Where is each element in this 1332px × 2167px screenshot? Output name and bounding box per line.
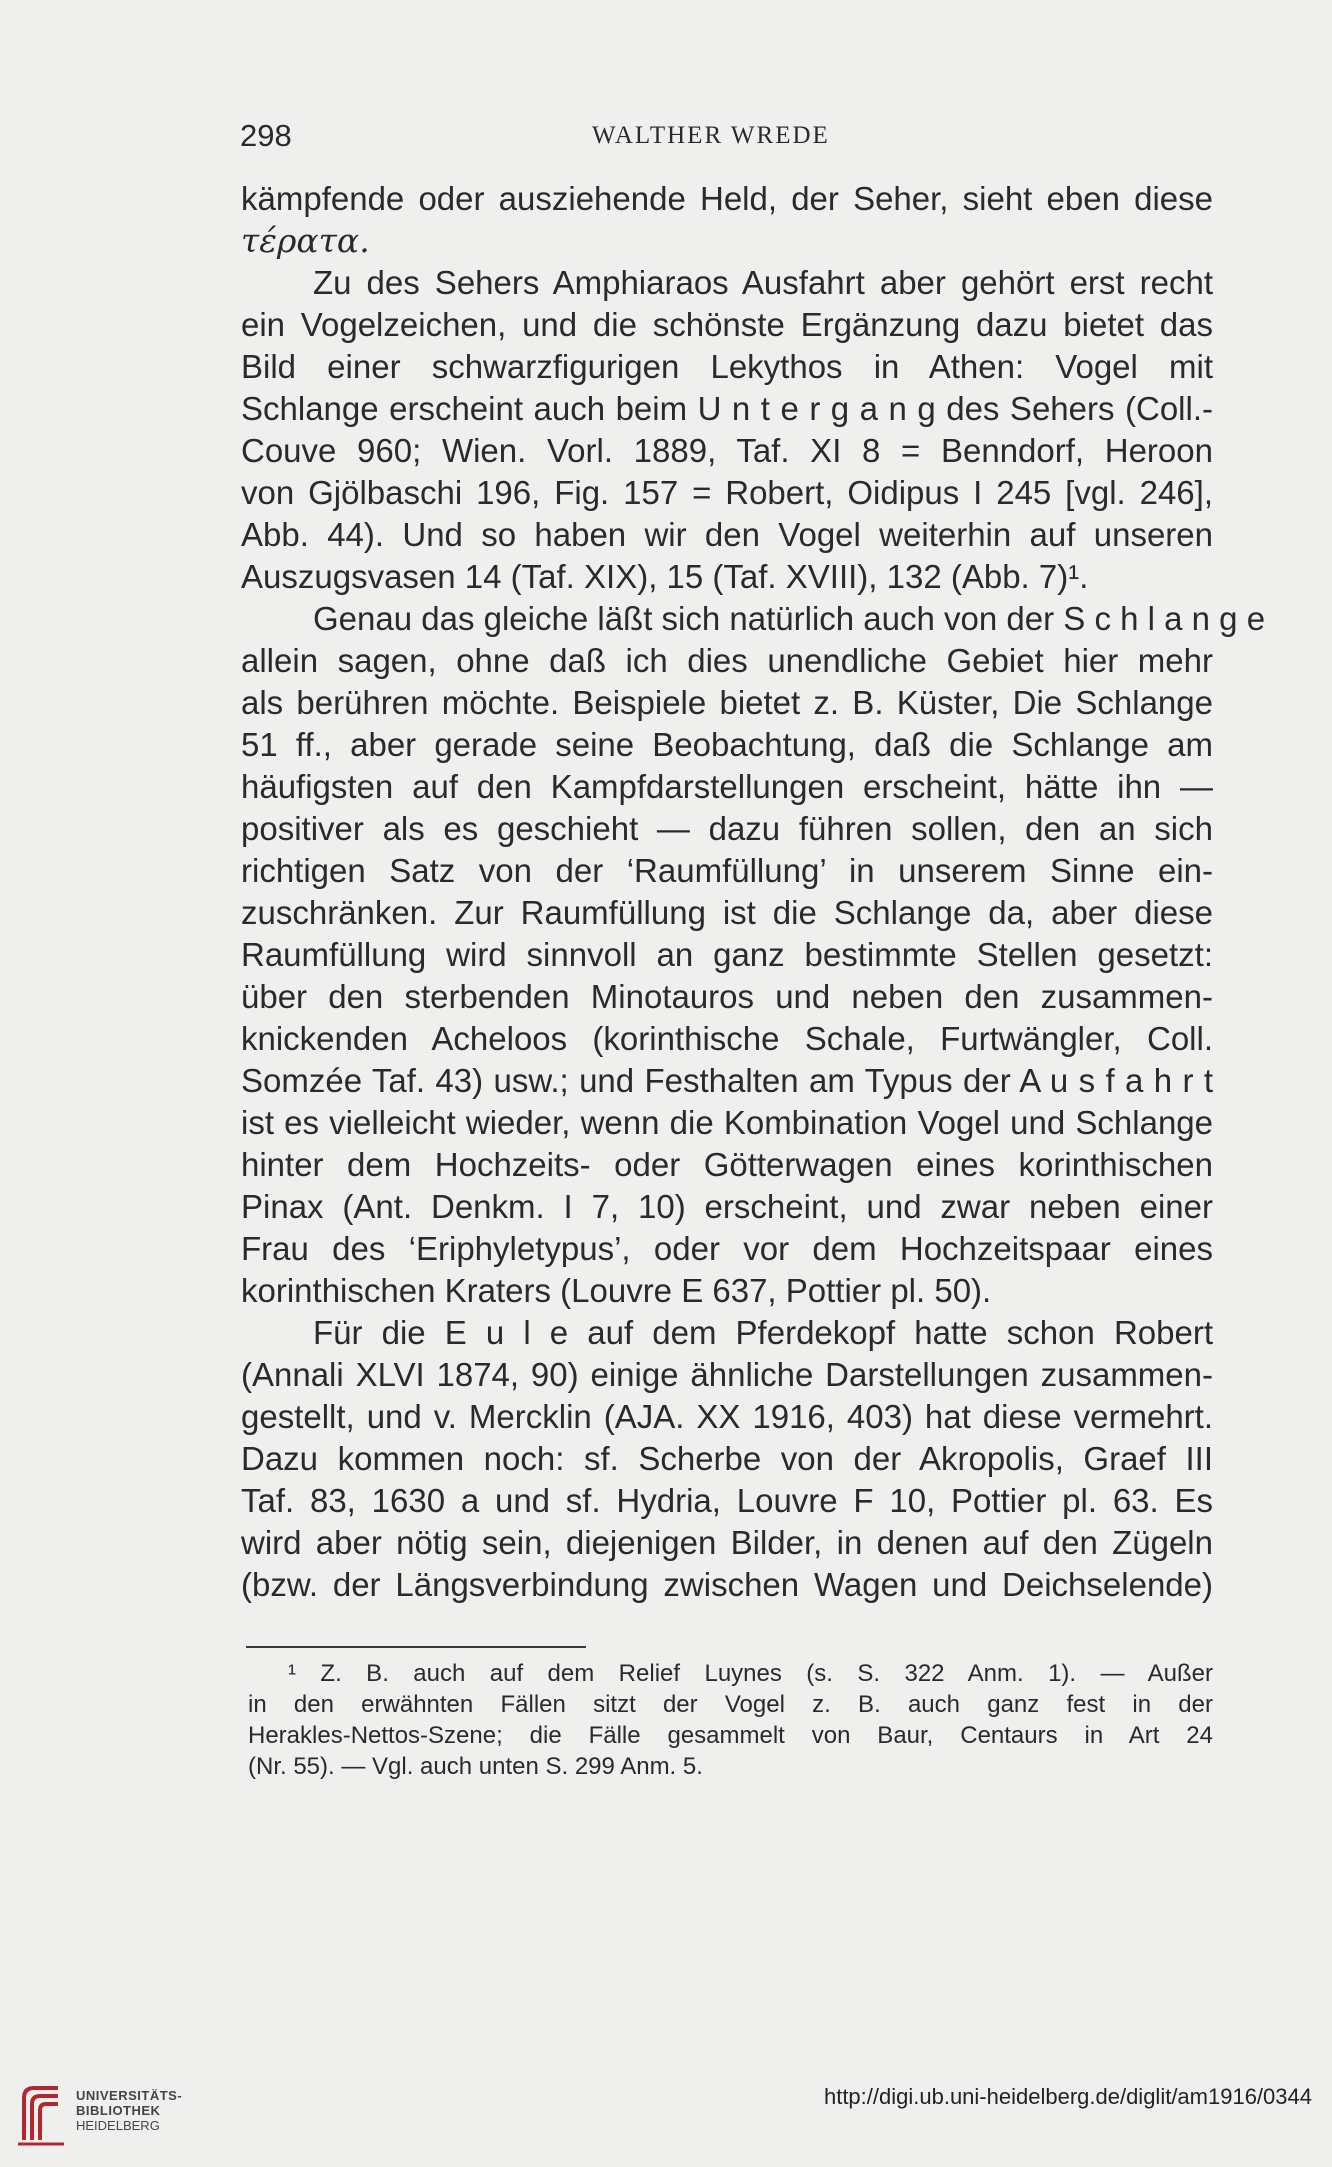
footnote-divider [246, 1646, 586, 1648]
text-line: knickenden Acheloos (korinthische Schale, Furtwängler, Coll. [241, 1020, 1213, 1057]
page-number: 298 [240, 118, 292, 153]
source-url-link[interactable]: http://digi.ub.uni-heidelberg.de/diglit/am1916/0344 [823, 2084, 1312, 2109]
running-head: WALTHER WREDE [592, 122, 830, 149]
text-line: Für die E u l e auf dem Pferdekopf hatte schon Robert [313, 1314, 1213, 1351]
text-line: richtigen Satz von der ‘Raumfüllung’ in unserem Sinne ein- [241, 852, 1213, 889]
footnote-line: in den erwähnten Fällen sitzt der Vogel z. B. auch ganz fest in der [248, 1691, 1213, 1718]
text-line: 51 ff., aber gerade seine Beobachtung, daß die Schlange am [241, 726, 1213, 763]
text-line: Bild einer schwarzfigurigen Lekythos in Athen: Vogel mit [241, 348, 1213, 385]
text-line: häufigsten auf den Kampfdarstellungen erscheint, hätte ihn — [241, 768, 1213, 805]
text-line: ist es vielleicht wieder, wenn die Kombination Vogel und Schlange [241, 1104, 1213, 1141]
text-line: allein sagen, ohne daß ich dies unendliche Gebiet hier mehr [241, 642, 1213, 679]
library-name-line: HEIDELBERG [76, 2118, 160, 2133]
text-line: Auszugsvasen 14 (Taf. XIX), 15 (Taf. XVIII), 132 (Abb. 7)¹. [241, 558, 1089, 595]
text-line: Taf. 83, 1630 a und sf. Hydria, Louvre F 10, Pottier pl. 63. Es [241, 1482, 1213, 1519]
text-line: (Annali XLVI 1874, 90) einige ähnliche Darstellungen zusammen- [241, 1356, 1213, 1393]
library-name-line: UNIVERSITÄTS- [76, 2088, 183, 2103]
library-name [76, 2088, 182, 2133]
text-line: positiver als es geschieht — dazu führen sollen, den an sich [241, 810, 1213, 847]
text-line: ein Vogelzeichen, und die schönste Ergänzung dazu bietet das [241, 306, 1213, 343]
text-line: wird aber nötig sein, diejenigen Bilder, in denen auf den Zügeln [241, 1524, 1213, 1561]
library-logo-icon [14, 2078, 68, 2148]
text-line: Zu des Sehers Amphiaraos Ausfahrt aber gehört erst recht [313, 264, 1213, 301]
text-line: korinthischen Kraters (Louvre E 637, Pottier pl. 50). [241, 1272, 992, 1309]
library-name-line: BIBLIOTHEK [76, 2103, 161, 2118]
text-line: Pinax (Ant. Denkm. I 7, 10) erscheint, und zwar neben einer [241, 1188, 1213, 1225]
text-line: zuschränken. Zur Raumfüllung ist die Schlange da, aber diese [241, 894, 1213, 931]
text-line: Schlange erscheint auch beim U n t e r g a n g des Sehers (Coll.- [241, 390, 1213, 427]
text-line: Somzée Taf. 43) usw.; und Festhalten am Typus der A u s f a h r t [241, 1062, 1213, 1099]
text-line: über den sterbenden Minotauros und neben den zusammen- [241, 978, 1213, 1015]
text-line: τέρατα. [241, 221, 370, 260]
text-line: Dazu kommen noch: sf. Scherbe von der Akropolis, Graef III [241, 1440, 1213, 1477]
text-line: Genau das gleiche läßt sich natürlich auch von der S c h l a n g e [313, 600, 1266, 637]
text-line: gestellt, und v. Mercklin (AJA. XX 1916, 403) hat diese vermehrt. [241, 1398, 1213, 1435]
text-line: hinter dem Hochzeits- oder Götterwagen eines korinthischen [241, 1146, 1213, 1183]
text-line: Frau des ‘Eriphyletypus’, oder vor dem Hochzeitspaar eines [241, 1230, 1213, 1267]
footnote-line: (Nr. 55). — Vgl. auch unten S. 299 Anm. 5. [248, 1753, 703, 1780]
text-line: von Gjölbaschi 196, Fig. 157 = Robert, Oidipus I 245 [vgl. 246], [241, 474, 1213, 511]
body-text [241, 178, 1266, 1606]
text-line: Raumfüllung wird sinnvoll an ganz bestimmte Stellen gesetzt: [241, 936, 1213, 973]
text-line: Couve 960; Wien. Vorl. 1889, Taf. XI 8 = Benndorf, Heroon [241, 432, 1213, 469]
text-line: Abb. 44). Und so haben wir den Vogel weiterhin auf unseren [241, 516, 1213, 553]
footnote-line: ¹ Z. B. auch auf dem Relief Luynes (s. S. 322 Anm. 1). — Außer [288, 1660, 1213, 1687]
text-line: als berühren möchte. Beispiele bietet z. B. Küster, Die Schlange [241, 684, 1213, 721]
page-header [240, 118, 1240, 158]
footnote-line: Herakles-Nettos-Szene; die Fälle gesammelt von Baur, Centaurs in Art 24 [248, 1722, 1213, 1749]
footnotes [248, 1658, 1213, 1782]
text-line: kämpfende oder ausziehende Held, der Seher, sieht eben diese [241, 180, 1213, 217]
text-line: (bzw. der Längsverbindung zwischen Wagen und Deichselende) [241, 1566, 1213, 1603]
page-footer [0, 2070, 1332, 2167]
